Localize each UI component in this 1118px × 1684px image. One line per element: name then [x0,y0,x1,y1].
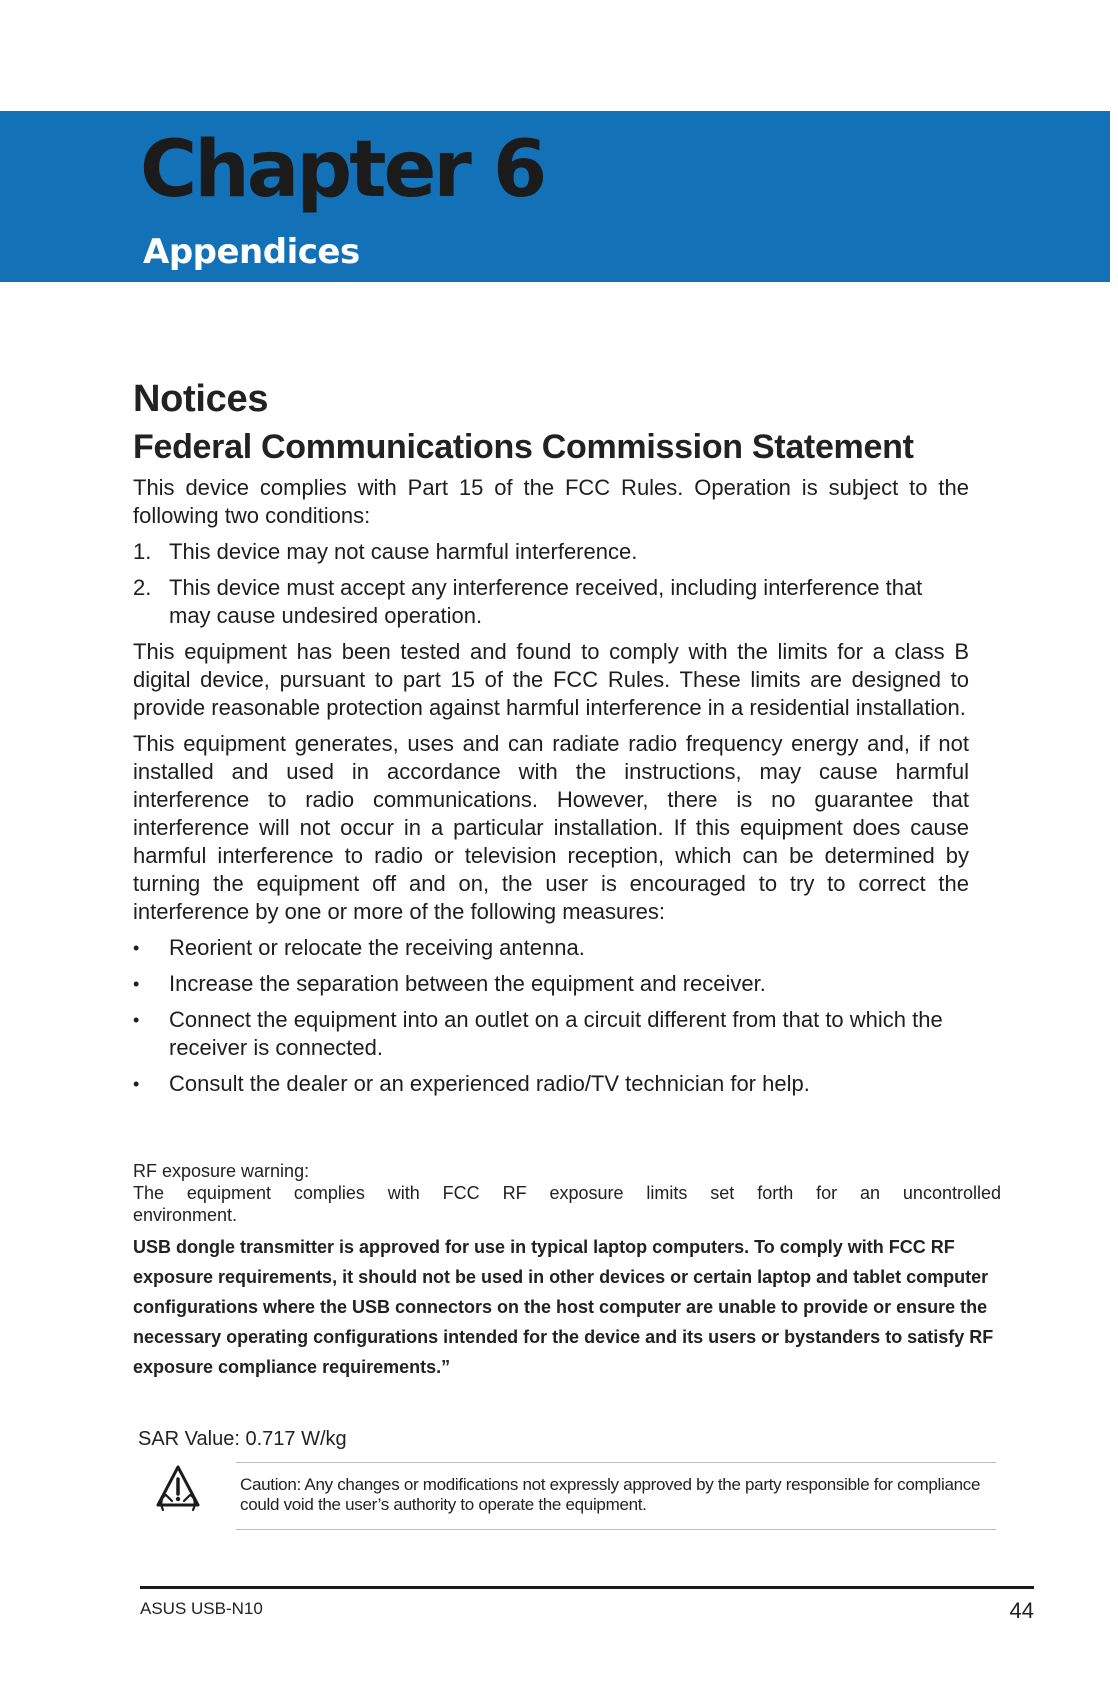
rf-warning-title: RF exposure warning: [133,1161,310,1181]
list-item [133,538,969,566]
notices-heading: Notices [133,378,269,420]
caution-text: Caution: Any changes or modifications not expressly approved by the party responsible for compliance could void the user’s authority to operate the equipment. [240,1475,981,1514]
list-item [133,934,969,962]
list-item-text: This device must accept any interference received, including interference that may cause undesired operation. [169,575,923,628]
bullet-icon: • [133,1074,140,1094]
fcc-statement-heading: Federal Communications Commission Statement [133,428,914,466]
measures-list [133,934,969,1098]
bullet-icon: • [133,938,140,958]
conditions-list [133,538,969,630]
footer-product-name: ASUS USB-N10 [140,1599,263,1618]
sar-value: 0.717 W/kg [245,1428,347,1450]
list-item-text: Reorient or relocate the receiving antenna. [169,935,585,960]
list-number: 2. [133,575,152,600]
list-number: 1. [133,539,152,564]
warning-hand-icon [155,1464,201,1512]
chapter-subtitle: Appendices [143,232,360,272]
page-number: 44 [1009,1598,1034,1623]
sar-label: SAR Value: [138,1428,240,1450]
list-item [133,1070,969,1098]
list-item-text: Consult the dealer or an experienced radio/TV technician for help. [169,1071,810,1096]
generates-paragraph: This equipment generates, uses and can radiate radio frequency energy and, if not installed and used in accordance with the instructions, may cause harmful interference to radio communications. However, there is no guarantee that interference will not occur in a particular installation. If this equipment does cause harmful interference to radio or television reception, which can be determined by turning the equipment off and on, the user is encouraged to try to correct the interference by one or more of the following measures: [133,731,969,924]
rf-exposure-section [133,1160,1001,1382]
bullet-icon: • [133,1010,140,1030]
list-item [133,970,969,998]
bullet-icon: • [133,974,140,994]
fcc-intro-paragraph: This device complies with Part 15 of the FCC Rules. Operation is subject to the following two conditions: [133,475,969,528]
notices-section [133,376,969,1106]
list-item [133,1006,969,1062]
list-item-text: Connect the equipment into an outlet on a circuit different from that to which the receiver is connected. [169,1007,943,1060]
sar-value-line [138,1428,347,1451]
rf-limits-text: The equipment complies with FCC RF exposure limits set forth for an uncontrolled [133,1183,1001,1203]
rf-dongle-text: USB dongle transmitter is approved for use in typical laptop computers. To comply with FCC RF exposure requirements, it should not be used in other devices or certain laptop and tablet computer configurations where the USB connectors on the host computer are unable to provide or ensure the necessary operating configurations intended for the device and its users or bystanders to satisfy RF exposure compliance requirements.” [133,1237,994,1377]
list-item-text: Increase the separation between the equipment and receiver. [169,971,766,996]
footer-divider [140,1586,1034,1589]
chapter-title: Chapter 6 [140,125,545,215]
rf-limits-continued: environment. [133,1205,238,1225]
list-item-text: This device may not cause harmful interference. [169,539,638,564]
caution-box [236,1462,996,1530]
list-item [133,574,969,630]
tested-paragraph: This equipment has been tested and found to comply with the limits for a class B digital device, pursuant to part 15 of the FCC Rules. These limits are designed to provide reasonable protection against harmful interference in a residential installation. [133,639,969,720]
